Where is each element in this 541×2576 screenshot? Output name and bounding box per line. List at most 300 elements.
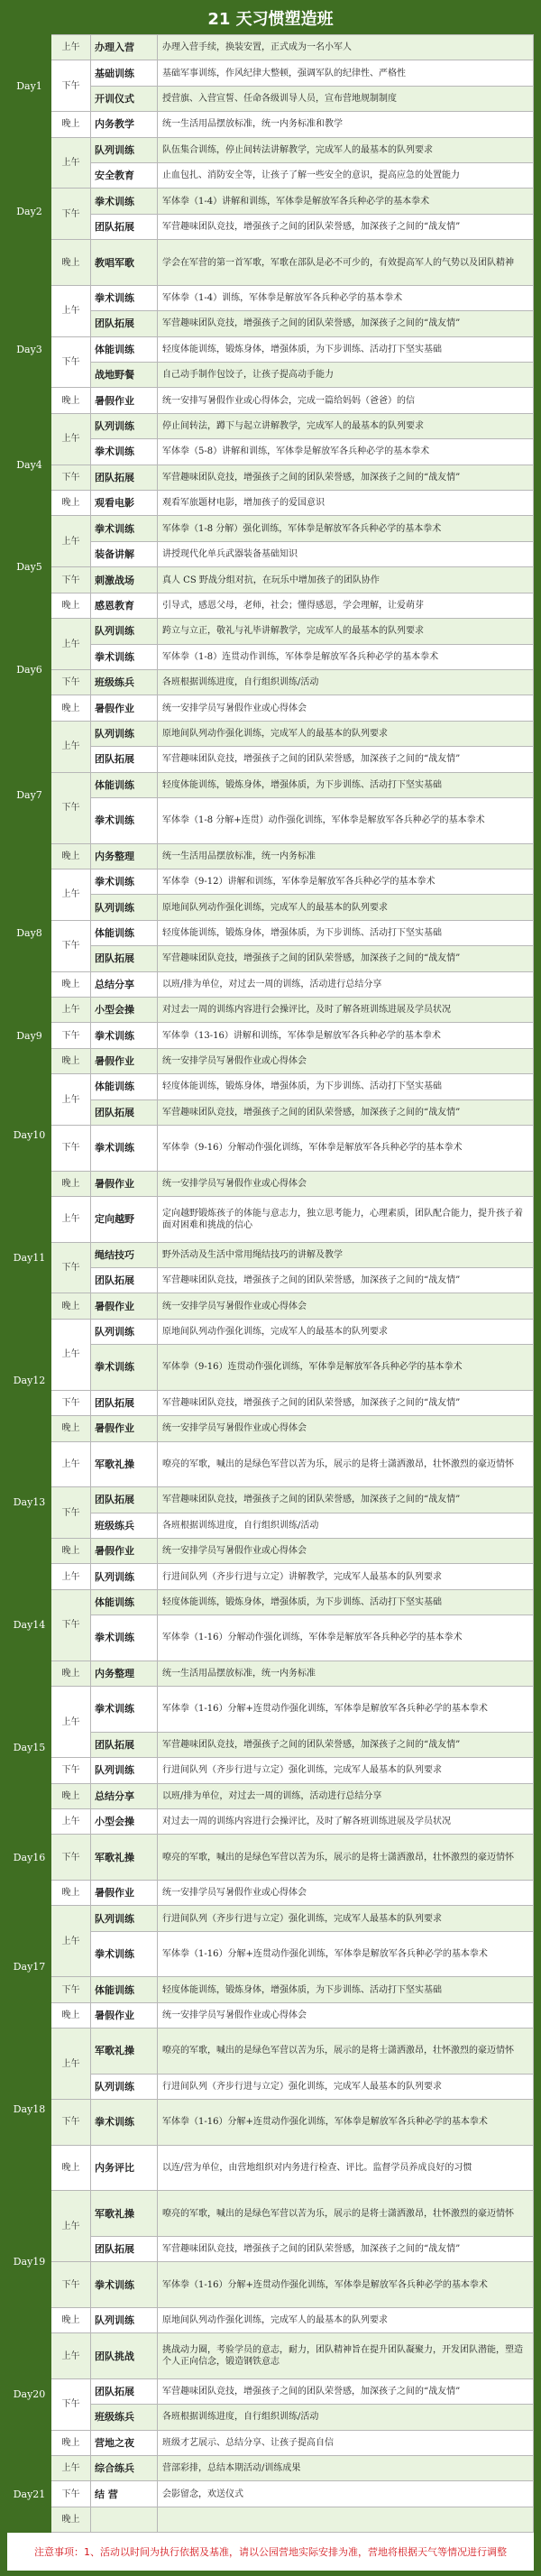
period-label: 下午 [51, 2481, 91, 2507]
activity-name: 团队拓展 [91, 1487, 158, 1513]
activity-description: 引导式，感恩父母，老师，社会；懂得感恩，学会理解，让爱萌芽 [158, 593, 534, 618]
period-label: 下午 [51, 465, 91, 490]
activity-name: 拳术训练 [91, 1687, 158, 1733]
activity-description: 原地间队列动作强化训练，完成军人的最基本的队列要求 [158, 1319, 534, 1344]
period-label: 下午 [51, 189, 91, 240]
period-label: 下午 [51, 2378, 91, 2430]
activity-name: 团队拓展 [91, 946, 158, 971]
activity-name: 团队拓展 [91, 2378, 158, 2404]
activity-description: 授营旗、入营宣誓、任命各级训导人员，宣布营地规制制度 [158, 86, 534, 111]
activity-name: 基础训练 [91, 60, 158, 86]
period-label: 下午 [51, 669, 91, 695]
activity-description: 统一安排学员写暑假作业或心得体会 [158, 1048, 534, 1073]
activity-description: 军体拳（1-16）分解+连贯动作强化训练，军体拳是解放军各兵种必学的基本拳术 [158, 1931, 534, 1977]
table-row [8, 2378, 534, 2404]
footer-note: 注意事项：1、活动以时间为执行依据及基准，请以公园营地实际安排为准，营地将根据天气等情况进行调整 [34, 2546, 507, 2558]
day-label: Day3 [8, 285, 51, 413]
period-label: 下午 [51, 1589, 91, 1661]
activity-description: 行进间队列（齐步行进与立定）讲解教学，完成军人最基本的队列要求 [158, 1564, 534, 1589]
period-label: 上午 [51, 1441, 91, 1487]
activity-name: 结 营 [91, 2481, 158, 2507]
activity-description [158, 2507, 534, 2532]
table-row [8, 2456, 534, 2481]
activity-name: 体能训练 [91, 336, 158, 362]
activity-description: 基础军事训练，作风纪律大整顿，强调军队的纪律性、严格性 [158, 60, 534, 86]
table-row [8, 336, 534, 362]
activity-name: 团队挑战 [91, 2333, 158, 2379]
table-row [8, 772, 534, 797]
table-row [8, 971, 534, 997]
table-row [8, 869, 534, 894]
activity-name: 暑假作业 [91, 1416, 158, 1441]
activity-description: 嘹亮的军歌，喊出的是绿色军营以苦为乐，展示的是将士潇洒激昂，壮怀激烈的豪迈情怀 [158, 2191, 534, 2237]
activity-name: 团队拓展 [91, 747, 158, 772]
table-row [8, 1023, 534, 1048]
period-label: 晚上 [51, 1416, 91, 1441]
activity-name: 团队拓展 [91, 1267, 158, 1293]
day-label: Day6 [8, 619, 51, 722]
activity-description: 轻度体能训练，锻炼身体，增强体质，为下步训练、活动打下坚实基础 [158, 920, 534, 945]
page-title: 21 天习惯塑造班 [7, 5, 534, 34]
activity-name: 拳术训练 [91, 189, 158, 214]
activity-name: 拳术训练 [91, 1345, 158, 1391]
activity-description: 军营趣味团队竞技，增强孩子之间的团队荣誉感，加深孩子之间的“战友情” [158, 2236, 534, 2261]
activity-name: 队列训练 [91, 2307, 158, 2332]
period-label: 晚上 [51, 2002, 91, 2028]
activity-name: 定向越野 [91, 1196, 158, 1242]
day-label: Day21 [8, 2456, 51, 2533]
table-row [8, 721, 534, 746]
activity-description: 营部彩排，总结本期活动/训练成果 [158, 2456, 534, 2481]
table-row [8, 2481, 534, 2507]
period-label: 上午 [51, 1564, 91, 1589]
period-label: 下午 [51, 2262, 91, 2308]
period-label: 上午 [51, 413, 91, 465]
activity-name: 队列训练 [91, 413, 158, 438]
table-row [8, 1441, 534, 1487]
activity-name: 队列训练 [91, 2074, 158, 2099]
activity-description: 军营趣味团队竞技，增强孩子之间的团队荣誉感，加深孩子之间的“战友情” [158, 214, 534, 239]
activity-name: 队列训练 [91, 619, 158, 644]
activity-description: 军营趣味团队竞技，增强孩子之间的团队荣誉感，加深孩子之间的“战友情” [158, 747, 534, 772]
activity-name: 班级练兵 [91, 669, 158, 695]
table-row [8, 413, 534, 438]
schedule-table [7, 34, 534, 2533]
activity-name: 绳结技巧 [91, 1242, 158, 1267]
period-label: 上午 [51, 1808, 91, 1834]
table-row [8, 695, 534, 721]
period-label: 上午 [51, 1906, 91, 1977]
table-row [8, 1906, 534, 1931]
activity-name: 队列训练 [91, 1758, 158, 1783]
activity-description: 军体拳（1-8 分解+连贯）动作强化训练，军体拳是解放军各兵种必学的基本拳术 [158, 797, 534, 843]
table-row [8, 1048, 534, 1073]
activity-name: 团队拓展 [91, 214, 158, 239]
table-row [8, 1783, 534, 1808]
activity-description: 各班根据训练进度，自行组织训练/活动 [158, 2405, 534, 2430]
activity-name: 暑假作业 [91, 1048, 158, 1073]
activity-description: 军营趣味团队竞技，增强孩子之间的团队荣誉感，加深孩子之间的“战友情” [158, 946, 534, 971]
table-row [8, 1196, 534, 1242]
activity-name: 团队拓展 [91, 1099, 158, 1125]
activity-name: 体能训练 [91, 1977, 158, 2002]
activity-name: 暑假作业 [91, 1880, 158, 1905]
day-label: Day1 [8, 35, 51, 138]
period-label: 晚上 [51, 695, 91, 721]
period-label: 上午 [51, 2191, 91, 2262]
period-label: 晚上 [51, 1048, 91, 1073]
table-row [8, 1977, 534, 2002]
period-label: 下午 [51, 567, 91, 593]
period-label: 下午 [51, 1835, 91, 1881]
period-label: 晚上 [51, 1293, 91, 1319]
day-label: Day12 [8, 1319, 51, 1441]
period-label: 晚上 [51, 2507, 91, 2532]
activity-name: 团队拓展 [91, 465, 158, 490]
activity-description: 跨立与立正，敬礼与礼毕讲解教学，完成军人的最基本的队列要求 [158, 619, 534, 644]
activity-description: 野外活动及生活中常用绳结技巧的讲解及教学 [158, 1242, 534, 1267]
day-label: Day15 [8, 1687, 51, 1809]
activity-description: 统一生活用品摆放标准，统一内务标准 [158, 843, 534, 869]
activity-name: 军歌礼操 [91, 1835, 158, 1881]
table-row [8, 1293, 534, 1319]
period-label: 晚上 [51, 843, 91, 869]
day-label: Day11 [8, 1196, 51, 1319]
period-label: 下午 [51, 1023, 91, 1048]
activity-name: 军歌礼操 [91, 2029, 158, 2075]
activity-name: 内务整理 [91, 1661, 158, 1686]
table-row [8, 285, 534, 310]
period-label: 晚上 [51, 593, 91, 618]
activity-name: 拳术训练 [91, 1931, 158, 1977]
table-row [8, 843, 534, 869]
period-label: 下午 [51, 920, 91, 971]
activity-description: 军体拳（1-16）分解+连贯动作强化训练，军体拳是解放军各兵种必学的基本拳术 [158, 1687, 534, 1733]
period-label: 上午 [51, 1687, 91, 1758]
activity-description: 班级才艺展示、总结分享、让孩子提高自信 [158, 2430, 534, 2455]
activity-name: 班级练兵 [91, 1513, 158, 1538]
period-label: 晚上 [51, 2145, 91, 2191]
period-label: 上午 [51, 1074, 91, 1126]
activity-description: 自己动手制作包饺子，让孩子提高动手能力 [158, 363, 534, 388]
period-label: 上午 [51, 1196, 91, 1242]
activity-description: 嘹亮的军歌，喊出的是绿色军营以苦为乐，展示的是将士潇洒激昂，壮怀激烈的豪迈情怀 [158, 2029, 534, 2075]
activity-name: 拳术训练 [91, 2100, 158, 2146]
table-row [8, 189, 534, 214]
period-label: 下午 [51, 2100, 91, 2146]
activity-name: 内务整理 [91, 843, 158, 869]
table-row [8, 1171, 534, 1196]
day-label: Day19 [8, 2191, 51, 2333]
activity-description: 对过去一周的训练内容进行会操评比，及时了解各班训练进展及学员状况 [158, 997, 534, 1022]
activity-description: 军体拳（1-8）连贯动作训练，军体拳是解放军各兵种必学的基本拳术 [158, 644, 534, 669]
activity-name: 拳术训练 [91, 1126, 158, 1172]
activity-description: 统一安排学员写暑假作业或心得体会 [158, 1416, 534, 1441]
table-row [8, 567, 534, 593]
table-row [8, 1808, 534, 1834]
table-row [8, 920, 534, 945]
table-row [8, 1126, 534, 1172]
table-row [8, 2262, 534, 2308]
table-row [8, 669, 534, 695]
period-label: 上午 [51, 619, 91, 670]
activity-name: 军歌礼操 [91, 2191, 158, 2237]
table-row [8, 465, 534, 490]
activity-description: 办理入营手续，换装安置，正式成为一名小军人 [158, 35, 534, 60]
activity-description: 讲授现代化单兵武器装备基础知识 [158, 541, 534, 566]
period-label: 晚上 [51, 1661, 91, 1686]
activity-description: 原地间队列动作强化训练，完成军人的最基本的队列要求 [158, 721, 534, 746]
activity-name: 拳术训练 [91, 439, 158, 465]
period-label: 上午 [51, 1319, 91, 1390]
period-label: 上午 [51, 137, 91, 189]
activity-name: 拳术训练 [91, 285, 158, 310]
activity-name: 拳术训练 [91, 1615, 158, 1661]
activity-name: 体能训练 [91, 1589, 158, 1615]
activity-name: 团队拓展 [91, 1732, 158, 1757]
activity-description: 军营趣味团队竞技，增强孩子之间的团队荣誉感，加深孩子之间的“战友情” [158, 1267, 534, 1293]
period-label: 上午 [51, 721, 91, 772]
activity-name: 团队拓展 [91, 311, 158, 336]
activity-description: 轻度体能训练，锻炼身体，增强体质，为下步训练、活动打下坚实基础 [158, 1074, 534, 1099]
table-row [8, 619, 534, 644]
activity-description: 以班/排为单位，对过去一周的训练，活动进行总结分享 [158, 1783, 534, 1808]
activity-description: 嘹亮的军歌，喊出的是绿色军营以苦为乐，展示的是将士潇洒激昂，壮怀激烈的豪迈情怀 [158, 1835, 534, 1881]
table-row [8, 2307, 534, 2332]
activity-description: 统一安排学员写暑假作业或心得体会 [158, 1538, 534, 1563]
table-row [8, 388, 534, 413]
activity-description: 军体拳（1-16）分解+连贯动作强化训练，军体拳是解放军各兵种必学的基本拳术 [158, 2100, 534, 2146]
activity-description: 停止间转法，蹲下与起立讲解教学，完成军人的最基本的队列要求 [158, 413, 534, 438]
activity-name: 装备讲解 [91, 541, 158, 566]
day-label: Day9 [8, 997, 51, 1073]
table-row [8, 1758, 534, 1783]
activity-name: 小型会操 [91, 997, 158, 1022]
period-label: 上午 [51, 35, 91, 60]
day-label: Day14 [8, 1564, 51, 1687]
table-row [8, 1390, 534, 1415]
activity-description: 轻度体能训练，锻炼身体，增强体质，为下步训练、活动打下坚实基础 [158, 1589, 534, 1615]
activity-description: 原地间队列动作强化训练，完成军人的最基本的队列要求 [158, 895, 534, 920]
period-label: 上午 [51, 2029, 91, 2100]
activity-description: 统一安排写暑假作业或心得体会，完成一篇给妈妈（爸爸）的信 [158, 388, 534, 413]
day-label: Day4 [8, 413, 51, 516]
activity-description: 挑战动力圈，考验学员的意志，耐力，团队精神旨在提升团队凝聚力，开发团队潜能，塑造个人正向信念，锻造钢铁意志 [158, 2333, 534, 2379]
table-row [8, 491, 534, 516]
period-label: 晚上 [51, 112, 91, 137]
activity-name: 队列训练 [91, 1319, 158, 1344]
activity-description: 以班/排为单位，对过去一周的训练，活动进行总结分享 [158, 971, 534, 997]
activity-description: 队伍集合训练，停止间转法讲解教学，完成军人的最基本的队列要求 [158, 137, 534, 162]
activity-description: 军体拳（9-16）分解动作强化训练，军体拳是解放军各兵种必学的基本拳术 [158, 1126, 534, 1172]
activity-description: 统一生活用品摆放标准，统一内务标准和教学 [158, 112, 534, 137]
day-label: Day16 [8, 1808, 51, 1905]
period-label: 晚上 [51, 240, 91, 286]
activity-description: 统一安排学员写暑假作业或心得体会 [158, 2002, 534, 2028]
activity-description: 统一安排学员写暑假作业或心得体会 [158, 1171, 534, 1196]
period-label: 上午 [51, 516, 91, 567]
activity-name: 营地之夜 [91, 2430, 158, 2455]
activity-name: 军歌礼操 [91, 1441, 158, 1487]
activity-name: 队列训练 [91, 895, 158, 920]
activity-name: 小型会操 [91, 1808, 158, 1834]
activity-name: 拳术训练 [91, 2262, 158, 2308]
period-label: 下午 [51, 772, 91, 843]
table-row [8, 1589, 534, 1615]
table-row [8, 2100, 534, 2146]
activity-name: 总结分享 [91, 971, 158, 997]
activity-description: 军体拳（13-16）讲解和训练，军体拳是解放军各兵种必学的基本拳术 [158, 1023, 534, 1048]
activity-name: 拳术训练 [91, 516, 158, 541]
activity-name: 感恩教育 [91, 593, 158, 618]
activity-description: 原地间队列动作强化训练，完成军人的最基本的队列要求 [158, 2307, 534, 2332]
period-label: 晚上 [51, 491, 91, 516]
day-label: Day17 [8, 1906, 51, 2029]
activity-name: 队列训练 [91, 1564, 158, 1589]
activity-description: 各班根据训练进度，自行组织训练/活动 [158, 669, 534, 695]
period-label: 晚上 [51, 971, 91, 997]
activity-name: 观看电影 [91, 491, 158, 516]
activity-description: 轻度体能训练，锻炼身体，增强体质，为下步训练、活动打下坚实基础 [158, 772, 534, 797]
table-row [8, 2029, 534, 2075]
day-label: Day18 [8, 2029, 51, 2191]
period-label: 上午 [51, 2456, 91, 2481]
activity-description: 军营趣味团队竞技，增强孩子之间的团队荣誉感，加深孩子之间的“战友情” [158, 1732, 534, 1757]
period-label: 下午 [51, 60, 91, 112]
period-label: 下午 [51, 1487, 91, 1539]
period-label: 下午 [51, 1390, 91, 1415]
activity-name: 总结分享 [91, 1783, 158, 1808]
table-row [8, 35, 534, 60]
activity-name: 体能训练 [91, 1074, 158, 1099]
activity-description: 统一安排学员写暑假作业或心得体会 [158, 1880, 534, 1905]
period-label: 下午 [51, 1242, 91, 1293]
activity-description: 军体拳（1-8 分解）强化训练，军体拳是解放军各兵种必学的基本拳术 [158, 516, 534, 541]
activity-name: 暑假作业 [91, 2002, 158, 2028]
period-label: 晚上 [51, 388, 91, 413]
activity-description: 会影留念，欢送仪式 [158, 2481, 534, 2507]
activity-description: 军体拳（1-16）分解+连贯动作强化训练，军体拳是解放军各兵种必学的基本拳术 [158, 2262, 534, 2308]
table-row [8, 2507, 534, 2532]
activity-description: 轻度体能训练，锻炼身体，增强体质，为下步训练、活动打下坚实基础 [158, 336, 534, 362]
activity-description: 以连/营为单位，由营地组织对内务进行检查、评比。监督学员养成良好的习惯 [158, 2145, 534, 2191]
period-label: 上午 [51, 997, 91, 1022]
period-label: 下午 [51, 1126, 91, 1172]
table-row [8, 1487, 534, 1513]
table-row [8, 2145, 534, 2191]
activity-description: 定向越野锻炼孩子的体能与意志力，独立思考能力，心理素质，团队配合能力，提升孩子着面对困难和挑战的信心 [158, 1196, 534, 1242]
activity-description: 军营趣味团队竞技，增强孩子之间的团队荣誉感，加深孩子之间的“战友情” [158, 1099, 534, 1125]
activity-name: 体能训练 [91, 920, 158, 945]
activity-name: 拳术训练 [91, 1023, 158, 1048]
period-label: 下午 [51, 336, 91, 388]
activity-description: 各班根据训练进度，自行组织训练/活动 [158, 1513, 534, 1538]
activity-name: 暑假作业 [91, 1293, 158, 1319]
activity-name: 内务教学 [91, 112, 158, 137]
activity-description: 军体拳（1-4）训练，军体拳是解放军各兵种必学的基本拳术 [158, 285, 534, 310]
table-row [8, 1687, 534, 1733]
activity-name [91, 2507, 158, 2532]
activity-description: 统一安排学员写暑假作业或心得体会 [158, 1293, 534, 1319]
table-row [8, 1880, 534, 1905]
activity-name: 拳术训练 [91, 869, 158, 894]
table-row [8, 240, 534, 286]
table-row [8, 1835, 534, 1881]
activity-name: 战地野餐 [91, 363, 158, 388]
activity-description: 军体拳（9-12）讲解和训练，军体拳是解放军各兵种必学的基本拳术 [158, 869, 534, 894]
activity-description: 行进间队列（齐步行进与立定）强化训练，完成军人最基本的队列要求 [158, 1758, 534, 1783]
period-label: 上午 [51, 869, 91, 920]
table-row [8, 593, 534, 618]
activity-description: 行进间队列（齐步行进与立定）强化训练，完成军人最基本的队列要求 [158, 2074, 534, 2099]
day-label: Day5 [8, 516, 51, 619]
activity-name: 队列训练 [91, 1906, 158, 1931]
activity-name: 拳术训练 [91, 644, 158, 669]
activity-description: 军体拳（9-16）连贯动作强化训练，军体拳是解放军各兵种必学的基本拳术 [158, 1345, 534, 1391]
table-row [8, 1074, 534, 1099]
activity-name: 暑假作业 [91, 1171, 158, 1196]
activity-description: 军营趣味团队竞技，增强孩子之间的团队荣誉感，加深孩子之间的“战友情” [158, 1390, 534, 1415]
schedule-sheet [7, 5, 534, 2571]
activity-description: 观看军旅题材电影，增加孩子的爱国意识 [158, 491, 534, 516]
activity-name: 内务评比 [91, 2145, 158, 2191]
table-row [8, 1661, 534, 1686]
table-row [8, 137, 534, 162]
period-label: 上午 [51, 2333, 91, 2379]
activity-name: 班级练兵 [91, 2405, 158, 2430]
activity-description: 学会在军营的第一首军歌，军歌在部队是必不可少的，有效提高军人的气势以及团队精神 [158, 240, 534, 286]
activity-name: 拳术训练 [91, 797, 158, 843]
activity-description: 行进间队列（齐步行进与立定）强化训练，完成军人最基本的队列要求 [158, 1906, 534, 1931]
table-row [8, 1416, 534, 1441]
activity-name: 教唱军歌 [91, 240, 158, 286]
table-row [8, 60, 534, 86]
day-label: Day2 [8, 137, 51, 285]
table-row [8, 516, 534, 541]
activity-name: 办理入营 [91, 35, 158, 60]
day-label: Day10 [8, 1074, 51, 1197]
activity-name: 刺激战场 [91, 567, 158, 593]
day-label: Day7 [8, 721, 51, 869]
activity-name: 团队拓展 [91, 2236, 158, 2261]
activity-name: 暑假作业 [91, 695, 158, 721]
period-label: 晚上 [51, 1880, 91, 1905]
activity-description: 统一安排学员写暑假作业或心得体会 [158, 695, 534, 721]
period-label: 晚上 [51, 2307, 91, 2332]
table-row [8, 2191, 534, 2237]
activity-name: 安全教育 [91, 163, 158, 189]
table-row [8, 2430, 534, 2455]
table-row [8, 1564, 534, 1589]
activity-description: 统一生活用品摆放标准，统一内务标准 [158, 1661, 534, 1686]
activity-name: 团队拓展 [91, 1390, 158, 1415]
activity-name: 暑假作业 [91, 388, 158, 413]
activity-description: 军体拳（1-16）分解动作强化训练，军体拳是解放军各兵种必学的基本拳术 [158, 1615, 534, 1661]
period-label: 下午 [51, 1758, 91, 1783]
activity-name: 队列训练 [91, 721, 158, 746]
period-label: 晚上 [51, 1171, 91, 1196]
activity-description: 军营趣味团队竞技，增强孩子之间的团队荣誉感，加深孩子之间的“战友情” [158, 2378, 534, 2404]
activity-description: 军营趣味团队竞技，增强孩子之间的团队荣誉感，加深孩子之间的“战友情” [158, 311, 534, 336]
period-label: 晚上 [51, 2430, 91, 2455]
activity-name: 暑假作业 [91, 1538, 158, 1563]
period-label: 下午 [51, 1977, 91, 2002]
table-row [8, 2333, 534, 2379]
table-row [8, 1319, 534, 1344]
activity-description: 轻度体能训练，锻炼身体，增强体质，为下步训练、活动打下坚实基础 [158, 1977, 534, 2002]
activity-description: 军营趣味团队竞技，增强孩子之间的团队荣誉感，加深孩子之间的“战友情” [158, 465, 534, 490]
activity-description: 对过去一周的训练内容进行会操评比，及时了解各班训练进展及学员状况 [158, 1808, 534, 1834]
